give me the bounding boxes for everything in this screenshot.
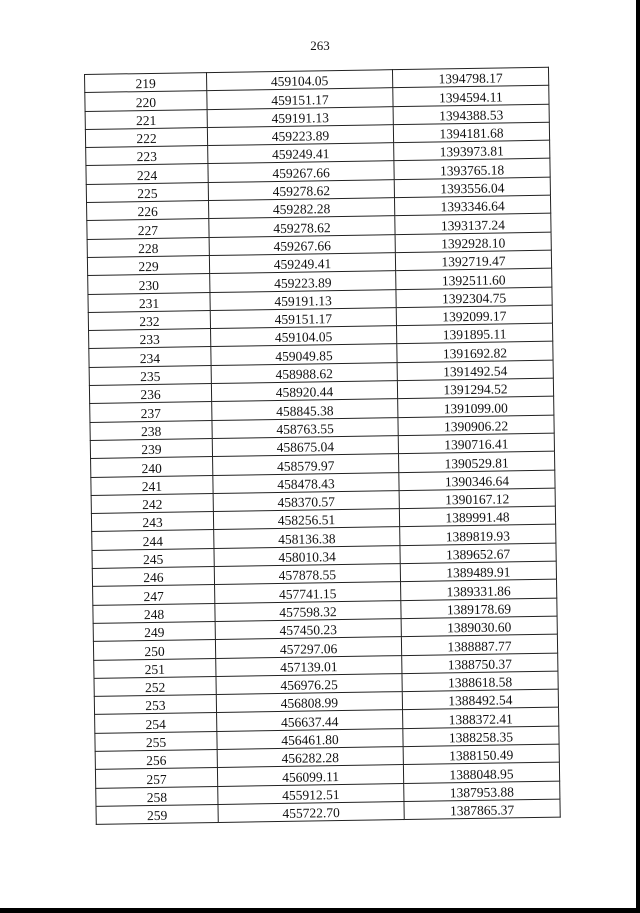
x-coordinate-cell: 459191.13 [210,289,396,310]
point-id-cell: 251 [94,658,216,678]
x-coordinate-cell: 456461.80 [217,728,403,749]
point-id-cell: 240 [91,457,213,477]
x-coordinate-cell: 459267.66 [208,161,394,182]
x-coordinate-cell: 457598.32 [215,600,401,621]
point-id-cell: 245 [92,548,214,568]
x-coordinate-cell: 459249.41 [209,253,395,274]
point-id-cell: 258 [96,786,218,806]
point-id-cell: 220 [85,91,207,111]
y-coordinate-cell: 1387865.37 [404,799,560,820]
y-coordinate-cell: 1394798.17 [392,67,548,88]
y-coordinate-cell: 1388750.37 [402,653,558,674]
point-id-cell: 249 [93,621,215,641]
point-id-cell: 233 [89,329,211,349]
y-coordinate-cell: 1393137.24 [395,214,551,235]
x-coordinate-cell: 457139.01 [216,655,402,676]
y-coordinate-cell: 1390346.64 [399,470,555,491]
point-id-cell: 242 [91,493,213,513]
x-coordinate-cell: 459104.05 [206,70,392,91]
point-id-cell: 246 [92,567,214,587]
y-coordinate-cell: 1390167.12 [399,488,555,509]
x-coordinate-cell: 458136.38 [214,527,400,548]
point-id-cell: 255 [95,731,217,751]
point-id-cell: 219 [85,73,207,93]
point-id-cell: 257 [95,768,217,788]
point-id-cell: 225 [86,182,208,202]
point-id-cell: 235 [89,365,211,385]
x-coordinate-cell: 457741.15 [215,582,401,603]
x-coordinate-cell: 458988.62 [211,362,397,383]
y-coordinate-cell: 1388258.35 [403,726,559,747]
y-coordinate-cell: 1393973.81 [394,140,550,161]
y-coordinate-cell: 1392719.47 [395,250,551,271]
x-coordinate-cell: 459104.05 [211,326,397,347]
point-id-cell: 229 [87,256,209,276]
y-coordinate-cell: 1394388.53 [393,104,549,125]
point-id-cell: 253 [94,695,216,715]
x-coordinate-cell: 457878.55 [214,564,400,585]
point-id-cell: 227 [87,219,209,239]
point-id-cell: 243 [91,512,213,532]
x-coordinate-cell: 459151.17 [207,88,393,109]
y-coordinate-cell: 1390906.22 [398,415,554,436]
x-coordinate-cell: 458010.34 [214,545,400,566]
x-coordinate-cell: 458478.43 [213,472,399,493]
y-coordinate-cell: 1391692.82 [397,342,553,363]
point-id-cell: 221 [85,109,207,129]
y-coordinate-cell: 1389991.48 [399,506,555,527]
point-id-cell: 254 [95,713,217,733]
y-coordinate-cell: 1391099.00 [398,397,554,418]
y-coordinate-cell: 1391294.52 [397,378,553,399]
y-coordinate-cell: 1391895.11 [396,323,552,344]
y-coordinate-cell: 1389819.93 [400,525,556,546]
x-coordinate-cell: 455722.70 [218,801,404,822]
point-id-cell: 228 [87,237,209,257]
coordinate-table [84,67,561,825]
y-coordinate-cell: 1392099.17 [396,305,552,326]
x-coordinate-cell: 458256.51 [213,509,399,530]
x-coordinate-cell: 458579.97 [213,454,399,475]
y-coordinate-cell: 1388887.77 [401,634,557,655]
y-coordinate-cell: 1388372.41 [403,708,559,729]
point-id-cell: 238 [90,420,212,440]
y-coordinate-cell: 1394594.11 [393,85,549,106]
y-coordinate-cell: 1390716.41 [398,433,554,454]
y-coordinate-cell: 1392511.60 [396,268,552,289]
x-coordinate-cell: 456976.25 [216,673,402,694]
y-coordinate-cell: 1388048.95 [403,762,559,783]
x-coordinate-cell: 459049.85 [211,344,397,365]
page-number: 263 [310,38,330,53]
x-coordinate-cell: 456099.11 [217,765,403,786]
point-id-cell: 259 [96,804,218,824]
y-coordinate-cell: 1392928.10 [395,232,551,253]
point-id-cell: 250 [93,640,215,660]
y-coordinate-cell: 1389652.67 [400,543,556,564]
point-id-cell: 252 [94,676,216,696]
point-id-cell: 236 [89,384,211,404]
x-coordinate-cell: 459267.66 [209,234,395,255]
x-coordinate-cell: 459278.62 [209,216,395,237]
point-id-cell: 248 [93,603,215,623]
y-coordinate-cell: 1387953.88 [404,781,560,802]
y-coordinate-cell: 1388618.58 [402,671,558,692]
point-id-cell: 223 [86,146,208,166]
y-coordinate-cell: 1389489.91 [400,561,556,582]
x-coordinate-cell: 457450.23 [215,618,401,639]
coordinate-table-container [84,67,560,825]
x-coordinate-cell: 458845.38 [212,399,398,420]
x-coordinate-cell: 459282.28 [209,198,395,219]
y-coordinate-cell: 1389178.69 [401,598,557,619]
y-coordinate-cell: 1388492.54 [402,689,558,710]
y-coordinate-cell: 1390529.81 [399,451,555,472]
point-id-cell: 224 [86,164,208,184]
y-coordinate-cell: 1393765.18 [394,159,550,180]
point-id-cell: 230 [88,274,210,294]
x-coordinate-cell: 456808.99 [216,692,402,713]
x-coordinate-cell: 458370.57 [213,490,399,511]
point-id-cell: 237 [90,402,212,422]
x-coordinate-cell: 459223.89 [210,271,396,292]
x-coordinate-cell: 458920.44 [211,381,397,402]
x-coordinate-cell: 459151.17 [210,307,396,328]
y-coordinate-cell: 1389331.86 [401,579,557,600]
point-id-cell: 247 [93,585,215,605]
x-coordinate-cell: 459278.62 [208,179,394,200]
y-coordinate-cell: 1388150.49 [403,744,559,765]
coordinate-table-body [85,67,561,824]
point-id-cell: 226 [87,201,209,221]
x-coordinate-cell: 456282.28 [217,747,403,768]
y-coordinate-cell: 1393556.04 [394,177,550,198]
x-coordinate-cell: 457297.06 [215,637,401,658]
x-coordinate-cell: 456637.44 [217,710,403,731]
point-id-cell: 256 [95,749,217,769]
point-id-cell: 234 [89,347,211,367]
x-coordinate-cell: 459223.89 [207,125,393,146]
y-coordinate-cell: 1391492.54 [397,360,553,381]
point-id-cell: 244 [92,530,214,550]
x-coordinate-cell: 459191.13 [207,106,393,127]
y-coordinate-cell: 1389030.60 [401,616,557,637]
point-id-cell: 232 [88,310,210,330]
x-coordinate-cell: 455912.51 [218,783,404,804]
y-coordinate-cell: 1394181.68 [393,122,549,143]
point-id-cell: 241 [91,475,213,495]
point-id-cell: 231 [88,292,210,312]
x-coordinate-cell: 458763.55 [212,417,398,438]
point-id-cell: 239 [90,438,212,458]
x-coordinate-cell: 459249.41 [208,143,394,164]
y-coordinate-cell: 1392304.75 [396,287,552,308]
point-id-cell: 222 [85,127,207,147]
x-coordinate-cell: 458675.04 [212,436,398,457]
y-coordinate-cell: 1393346.64 [394,195,550,216]
